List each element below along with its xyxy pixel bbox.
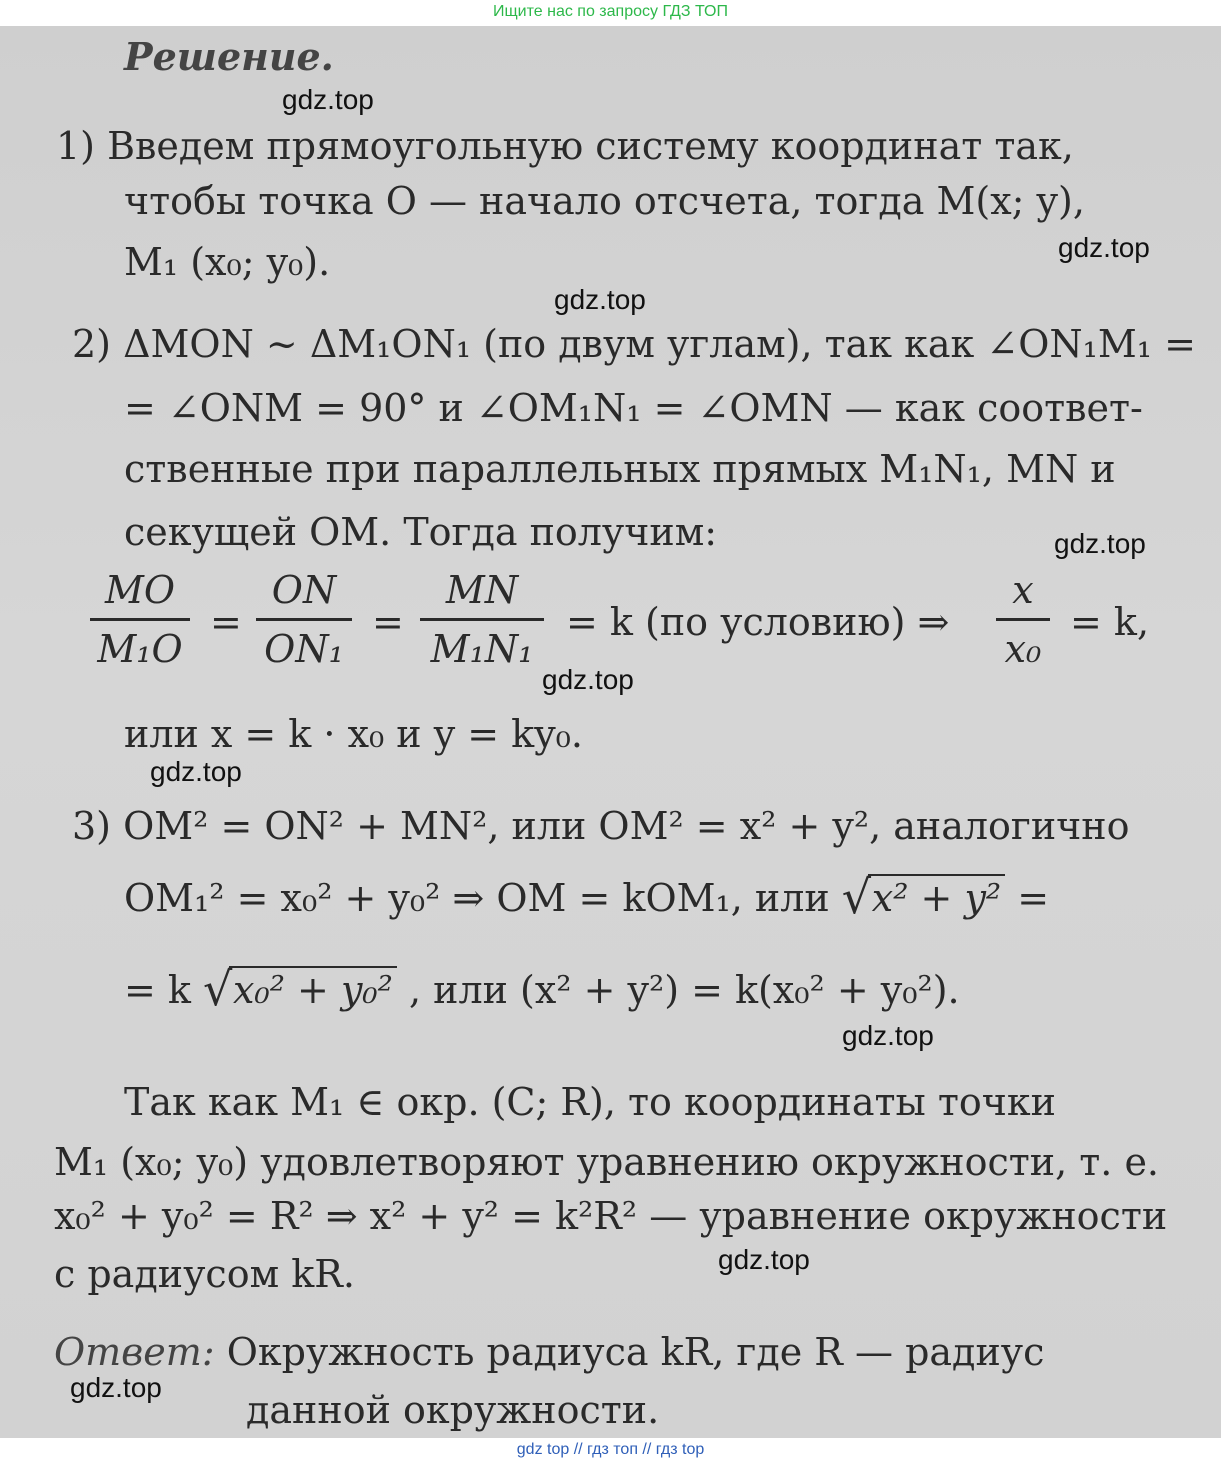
step3-line3-rest: , или (x² + y²) = k(x₀² + y₀²). (408, 968, 960, 1012)
conclusion-line3: x₀² + y₀² = R² ⇒ x² + y² = k²R² — уравнение окружности (54, 1194, 1168, 1238)
step1-line3: M₁ (x₀; y₀). (124, 240, 331, 284)
step1-line2: чтобы точка O — начало отсчета, тогда M(x; y), (124, 179, 1085, 223)
watermark: gdz.top (842, 1020, 934, 1051)
solution-heading: Решение. (124, 34, 334, 79)
fraction-mn-numerator: MN (420, 568, 544, 621)
fraction-mn-denominator: M₁N₁ (430, 627, 534, 671)
step2-line3: ственные при параллельных прямых M₁N₁, MN и (124, 447, 1116, 491)
step2-line6: или x = k · x₀ и y = ky₀. (124, 712, 583, 756)
textbook-page (0, 26, 1221, 1438)
step2-line2: = ∠ONM = 90° и ∠OM₁N₁ = ∠OMN — как соответ- (124, 386, 1143, 430)
fraction-on-numerator: ON (256, 568, 352, 621)
fraction-on-denominator: ON₁ (264, 627, 344, 671)
step3-line2-text: OM₁² = x₀² + y₀² ⇒ OM = kOM₁, или (124, 876, 830, 920)
watermark: gdz.top (1054, 528, 1146, 559)
fraction-mo-numerator: MO (90, 568, 190, 621)
sqrt-x2-y2 (842, 876, 1005, 920)
conclusion-line4: с радиусом kR. (54, 1252, 355, 1296)
step3-line2-equals: = (1017, 876, 1050, 920)
step3-line1: 3) OM² = ON² + MN², или OM² = x² + y², аналогично (72, 804, 1130, 848)
step2-line1: 2) ΔMON ~ ΔM₁ON₁ (по двум углам), так как ∠ON₁M₁ = (72, 322, 1196, 366)
sqrt-x0-y0-radicand: x₀² + y₀² (229, 966, 397, 1012)
equals-k-text: = k, (1070, 600, 1150, 644)
watermark: gdz.top (282, 84, 374, 115)
step3-line2 (124, 876, 1049, 920)
fraction-mo-denominator: M₁O (97, 627, 183, 671)
sqrt-x0-y0 (203, 968, 397, 1012)
step1-line1: 1) Введем прямоугольную систему координат так, (56, 124, 1074, 168)
watermark: gdz.top (718, 1244, 810, 1275)
answer-line1 (54, 1330, 1044, 1374)
top-banner[interactable]: Ищите нас по запросу ГДЗ ТОП (493, 3, 728, 20)
footer-links[interactable]: gdz top // гдз топ // гдз top (516, 1441, 705, 1458)
condition-text: = k (по условию) ⇒ (566, 600, 950, 644)
watermark: gdz.top (150, 756, 242, 787)
watermark: gdz.top (542, 664, 634, 695)
fraction-on (256, 568, 352, 671)
answer-label: Ответ: (54, 1330, 215, 1374)
answer-text-1: Окружность радиуса kR, где R — радиус (226, 1330, 1045, 1374)
equals-sign-2: = (372, 600, 404, 644)
conclusion-line1: Так как M₁ ∈ окр. (C; R), то координаты точки (124, 1080, 1056, 1124)
step3-line3-text: = k (124, 968, 191, 1012)
watermark: gdz.top (554, 284, 646, 315)
equals-sign-1: = (210, 600, 242, 644)
fraction-x-numerator: x (996, 568, 1050, 621)
conclusion-line2: M₁ (x₀; y₀) удовлетворяют уравнению окружности, т. е. (54, 1140, 1160, 1184)
step3-line3 (124, 968, 960, 1012)
fraction-x-denominator: x₀ (1004, 627, 1042, 671)
answer-line2: данной окружности. (246, 1388, 660, 1432)
watermark: gdz.top (70, 1372, 162, 1403)
step2-line4: секущей OM. Тогда получим: (124, 510, 718, 554)
fraction-mn (420, 568, 544, 671)
fraction-x (996, 568, 1050, 671)
watermark: gdz.top (1058, 232, 1150, 263)
fraction-mo (90, 568, 190, 671)
sqrt-x2-y2-radicand: x² + y² (868, 874, 1005, 920)
